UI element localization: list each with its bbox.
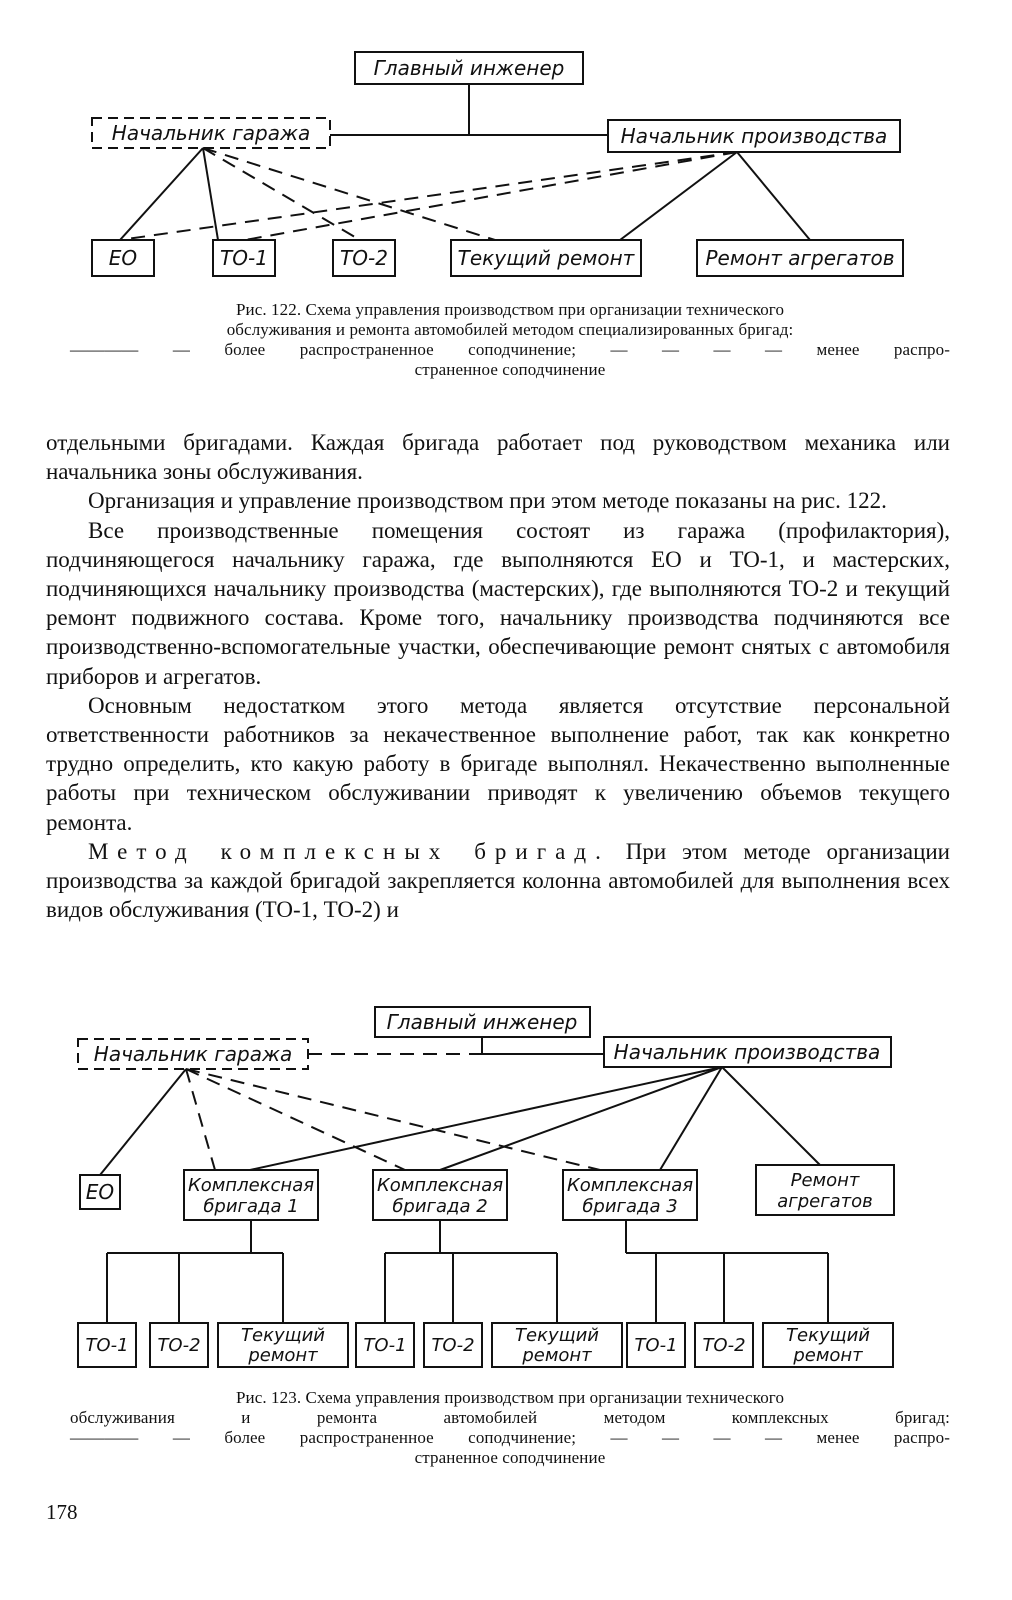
fig123-caption-line4: страненное соподчинение — [414, 1448, 606, 1467]
fig123-b1-repair-label-2: ремонт — [248, 1345, 318, 1366]
fig123-garage-label: Начальник гаража — [93, 1042, 293, 1066]
fig122-garage-label: Начальник гаража — [111, 121, 311, 145]
fig123-b1-to2-label: ТО-2 — [157, 1335, 201, 1356]
fig123-solid-legend: ———— — более распространенное соподчинение; — [70, 1428, 577, 1447]
paragraph-3: Все производственные помещения состоят из гаража (профилактория), подчиняющегося начальнику гаража, где выполняются ЕО и ТО-1, и мастерских, подчиняющихся начальнику производства (мастерских), где выполняются ТО-2 и текущий ремонт подвижного состава. Кроме того, начальнику производства подчиняются все производственно-вспомогательные участки, обеспечивающие ремонт снятых с автомобиля приборов и агрегатов. — [46, 517, 950, 689]
fig123-brigade1-label-2: бригада 1 — [203, 1196, 299, 1217]
fig123-brigade3-label-1: Комплексная — [566, 1175, 694, 1196]
figure-123-caption — [70, 1388, 950, 1468]
fig123-b2-to2-label: ТО-2 — [431, 1335, 475, 1356]
fig122-dashed-legend: — — — — менее распро- — [610, 340, 950, 359]
method-heading: Метод комплексных бригад. — [88, 838, 610, 864]
paragraph-5 — [46, 837, 950, 925]
figure-123-svg — [0, 995, 1012, 1380]
fig122-caption-line2: обслуживания и ремонта автомобилей методом специализированных бригад: — [226, 320, 794, 339]
fig123-brigade3-label-2: бригада 3 — [582, 1196, 678, 1217]
paragraph-5-text: При этом методе организации производства за каждой бригадой закрепляется колонна автомобилей для выполнения всех видов обслуживания (ТО-1, ТО-2) и — [46, 838, 950, 923]
page-number: 178 — [46, 1500, 78, 1524]
fig123-b3-repair-label-2: ремонт — [793, 1345, 863, 1366]
fig122-to1-label: ТО-1 — [220, 246, 268, 270]
fig123-b1-to1-label: ТО-1 — [85, 1335, 129, 1356]
fig122-chief-label: Главный инженер — [373, 56, 565, 80]
paragraph-2: Организация и управление производством при этом методе показаны на рис. 122. — [88, 488, 887, 514]
fig123-b2-repair-label-1: Текущий — [515, 1325, 599, 1346]
fig123-units-label-2: агрегатов — [777, 1191, 873, 1212]
fig123-brigade2-label-1: Комплексная — [376, 1175, 504, 1196]
fig123-caption-line1: Рис. 123. Схема управления производством при организации технического — [235, 1388, 785, 1407]
fig122-repair-label: Текущий ремонт — [457, 246, 635, 270]
fig123-chief-label: Главный инженер — [386, 1010, 578, 1034]
fig122-solid-legend: ———— — более распространенное соподчинение; — [70, 340, 577, 359]
fig122-to2-label: ТО-2 — [340, 246, 388, 270]
fig123-b3-to1-label: ТО-1 — [634, 1335, 678, 1356]
fig122-caption-legend — [70, 340, 950, 360]
fig123-production-label: Начальник производства — [613, 1040, 881, 1064]
fig123-brigade2-label-2: бригада 2 — [392, 1196, 488, 1217]
paragraph-1: отдельными бригадами. Каждая бригада работает под руководством механика или начальника зоны обслуживания. — [46, 430, 950, 485]
fig123-b2-repair-label-2: ремонт — [522, 1345, 592, 1366]
paragraph-4: Основным недостатком этого метода является отсутствие персональной ответственности работников за некачественное выполнение работ, так как конкретно трудно определить, кто какую работу в бригаде выполнял. Некачественно выполненные работы при техническом обслуживании приводят к увеличению объемов текущего ремонта. — [46, 692, 950, 835]
fig122-eo-label: ЕО — [108, 246, 138, 270]
fig122-units-label: Ремонт агрегатов — [705, 246, 895, 270]
fig122-caption-line4: страненное соподчинение — [414, 360, 606, 379]
figure-122-caption — [70, 300, 950, 380]
fig123-b3-repair-label-1: Текущий — [786, 1325, 870, 1346]
fig123-b2-to1-label: ТО-1 — [363, 1335, 407, 1356]
figure-122-diagram — [0, 0, 1012, 300]
fig122-production-label: Начальник производства — [620, 124, 888, 148]
fig123-eo-label: ЕО — [85, 1180, 115, 1204]
body-text — [46, 428, 950, 924]
fig123-b1-repair-label-1: Текущий — [241, 1325, 325, 1346]
fig123-caption-legend — [70, 1428, 950, 1448]
fig123-brigade1-label-1: Комплексная — [187, 1175, 315, 1196]
fig122-caption-line1: Рис. 122. Схема управления производством при организации технического — [235, 300, 785, 319]
figure-123-diagram — [0, 995, 1012, 1380]
fig123-caption-line2: обслуживания и ремонта автомобилей методом комплексных бригад: — [70, 1408, 950, 1427]
fig123-b3-to2-label: ТО-2 — [702, 1335, 746, 1356]
fig123-dashed-legend: — — — — менее распро- — [610, 1428, 950, 1447]
fig123-units-label-1: Ремонт — [790, 1170, 860, 1191]
figure-122-svg — [0, 0, 1012, 300]
